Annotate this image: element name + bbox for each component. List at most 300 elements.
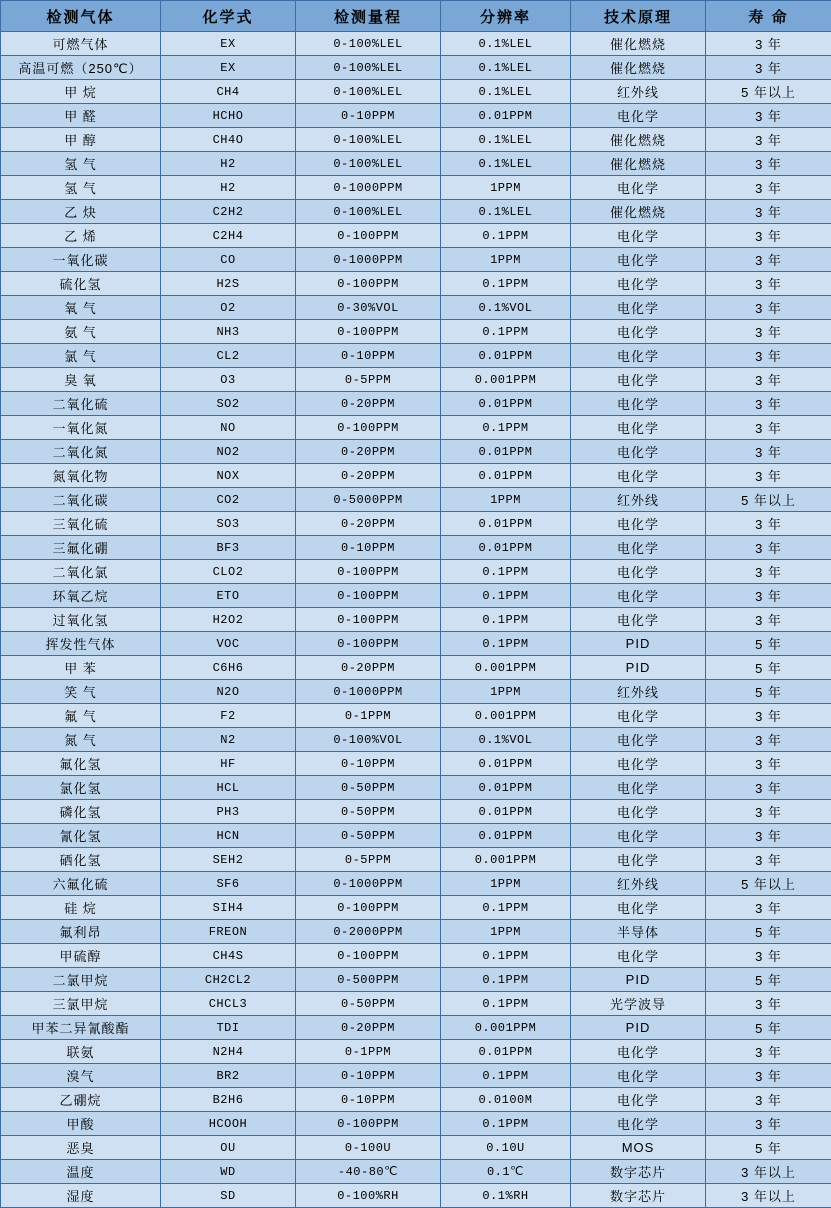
cell-formula: SO2 (161, 392, 296, 416)
cell-technology: 电化学 (571, 416, 706, 440)
cell-lifetime: 3 年 (706, 536, 831, 560)
cell-formula: HCHO (161, 104, 296, 128)
cell-resolution: 0.01PPM (441, 344, 571, 368)
cell-lifetime: 3 年 (706, 440, 831, 464)
cell-formula: N2O (161, 680, 296, 704)
cell-range: 0-20PPM (296, 656, 441, 680)
table-row (1, 968, 831, 992)
cell-range: 0-1000PPM (296, 176, 441, 200)
cell-technology: PID (571, 1016, 706, 1040)
cell-resolution: 1PPM (441, 680, 571, 704)
cell-range: 0-10PPM (296, 536, 441, 560)
cell-range: 0-20PPM (296, 464, 441, 488)
cell-lifetime: 3 年 (706, 560, 831, 584)
cell-formula: CHCL3 (161, 992, 296, 1016)
cell-technology: 电化学 (571, 224, 706, 248)
cell-formula: N2 (161, 728, 296, 752)
table-row (1, 1184, 831, 1208)
cell-technology: 催化燃烧 (571, 152, 706, 176)
cell-resolution: 0.001PPM (441, 848, 571, 872)
column-header-formula: 化学式 (161, 1, 296, 32)
cell-technology: 电化学 (571, 752, 706, 776)
cell-gas-name: 过氧化氢 (1, 608, 161, 632)
cell-technology: 电化学 (571, 248, 706, 272)
cell-resolution: 0.1PPM (441, 608, 571, 632)
cell-range: 0-50PPM (296, 824, 441, 848)
cell-range: 0-100PPM (296, 1112, 441, 1136)
cell-range: -40-80℃ (296, 1160, 441, 1184)
table-row (1, 560, 831, 584)
cell-lifetime: 3 年以上 (706, 1184, 831, 1208)
cell-resolution: 0.1%LEL (441, 200, 571, 224)
cell-resolution: 1PPM (441, 872, 571, 896)
cell-technology: 红外线 (571, 872, 706, 896)
cell-technology: 数字芯片 (571, 1184, 706, 1208)
cell-gas-name: 硫化氢 (1, 272, 161, 296)
cell-formula: BF3 (161, 536, 296, 560)
cell-gas-name: 氯化氢 (1, 776, 161, 800)
cell-resolution: 0.1PPM (441, 944, 571, 968)
cell-range: 0-100PPM (296, 944, 441, 968)
cell-lifetime: 3 年 (706, 248, 831, 272)
cell-gas-name: 三氟化硼 (1, 536, 161, 560)
cell-lifetime: 3 年以上 (706, 1160, 831, 1184)
cell-technology: 电化学 (571, 512, 706, 536)
cell-range: 0-100PPM (296, 416, 441, 440)
cell-range: 0-10PPM (296, 104, 441, 128)
cell-resolution: 0.001PPM (441, 704, 571, 728)
cell-formula: NH3 (161, 320, 296, 344)
cell-range: 0-100%LEL (296, 200, 441, 224)
cell-lifetime: 3 年 (706, 728, 831, 752)
table-row (1, 416, 831, 440)
table-row (1, 752, 831, 776)
cell-lifetime: 3 年 (706, 752, 831, 776)
cell-gas-name: 环氧乙烷 (1, 584, 161, 608)
cell-range: 0-20PPM (296, 1016, 441, 1040)
cell-gas-name: 恶臭 (1, 1136, 161, 1160)
cell-formula: C2H4 (161, 224, 296, 248)
cell-technology: 电化学 (571, 728, 706, 752)
cell-technology: 电化学 (571, 944, 706, 968)
column-header-lifetime: 寿 命 (706, 1, 831, 32)
cell-gas-name: 氰化氢 (1, 824, 161, 848)
cell-range: 0-50PPM (296, 992, 441, 1016)
cell-range: 0-100PPM (296, 896, 441, 920)
cell-gas-name: 甲苯二异氰酸酯 (1, 1016, 161, 1040)
cell-lifetime: 3 年 (706, 584, 831, 608)
cell-technology: 电化学 (571, 776, 706, 800)
cell-formula: SO3 (161, 512, 296, 536)
cell-gas-name: 三氧化硫 (1, 512, 161, 536)
cell-technology: 电化学 (571, 368, 706, 392)
cell-lifetime: 3 年 (706, 776, 831, 800)
cell-formula: C2H2 (161, 200, 296, 224)
table-row (1, 440, 831, 464)
cell-gas-name: 磷化氢 (1, 800, 161, 824)
cell-resolution: 0.1%LEL (441, 32, 571, 56)
cell-formula: H2 (161, 152, 296, 176)
cell-resolution: 0.01PPM (441, 440, 571, 464)
cell-lifetime: 3 年 (706, 296, 831, 320)
cell-gas-name: 二氧化氯 (1, 560, 161, 584)
cell-technology: 红外线 (571, 488, 706, 512)
table-row (1, 896, 831, 920)
cell-resolution: 0.1PPM (441, 992, 571, 1016)
cell-lifetime: 3 年 (706, 704, 831, 728)
cell-range: 0-100%LEL (296, 80, 441, 104)
table-row (1, 512, 831, 536)
cell-gas-name: 联氨 (1, 1040, 161, 1064)
table-row (1, 1016, 831, 1040)
cell-gas-name: 溴气 (1, 1064, 161, 1088)
column-header-resolution: 分辨率 (441, 1, 571, 32)
cell-lifetime: 3 年 (706, 1040, 831, 1064)
cell-technology: 红外线 (571, 680, 706, 704)
table-row (1, 392, 831, 416)
cell-gas-name: 甲 醇 (1, 128, 161, 152)
cell-lifetime: 3 年 (706, 152, 831, 176)
cell-technology: 电化学 (571, 392, 706, 416)
cell-range: 0-5PPM (296, 848, 441, 872)
cell-range: 0-10PPM (296, 1064, 441, 1088)
cell-resolution: 0.1%RH (441, 1184, 571, 1208)
cell-range: 0-100PPM (296, 632, 441, 656)
cell-formula: H2S (161, 272, 296, 296)
cell-technology: 电化学 (571, 848, 706, 872)
cell-formula: VOC (161, 632, 296, 656)
table-row (1, 272, 831, 296)
cell-resolution: 0.1PPM (441, 320, 571, 344)
cell-formula: NOX (161, 464, 296, 488)
cell-lifetime: 3 年 (706, 512, 831, 536)
cell-technology: 催化燃烧 (571, 56, 706, 80)
cell-technology: PID (571, 632, 706, 656)
column-header-gas: 检测气体 (1, 1, 161, 32)
cell-lifetime: 3 年 (706, 200, 831, 224)
cell-range: 0-1000PPM (296, 248, 441, 272)
column-header-range: 检测量程 (296, 1, 441, 32)
table-row (1, 584, 831, 608)
cell-gas-name: 氧 气 (1, 296, 161, 320)
cell-formula: EX (161, 32, 296, 56)
table-row (1, 992, 831, 1016)
cell-lifetime: 5 年 (706, 632, 831, 656)
cell-resolution: 0.1PPM (441, 1064, 571, 1088)
cell-technology: 电化学 (571, 1040, 706, 1064)
cell-resolution: 0.001PPM (441, 656, 571, 680)
cell-formula: H2O2 (161, 608, 296, 632)
table-row (1, 320, 831, 344)
cell-resolution: 0.1%VOL (441, 728, 571, 752)
table-row (1, 824, 831, 848)
cell-range: 0-20PPM (296, 512, 441, 536)
cell-range: 0-100%LEL (296, 128, 441, 152)
table-row (1, 920, 831, 944)
cell-lifetime: 5 年 (706, 1136, 831, 1160)
cell-lifetime: 3 年 (706, 416, 831, 440)
cell-gas-name: 乙 炔 (1, 200, 161, 224)
table-row (1, 224, 831, 248)
table-row (1, 536, 831, 560)
cell-formula: SD (161, 1184, 296, 1208)
table-row (1, 152, 831, 176)
cell-formula: ETO (161, 584, 296, 608)
cell-resolution: 0.01PPM (441, 536, 571, 560)
cell-formula: N2H4 (161, 1040, 296, 1064)
cell-lifetime: 3 年 (706, 1088, 831, 1112)
cell-lifetime: 3 年 (706, 1064, 831, 1088)
cell-lifetime: 3 年 (706, 32, 831, 56)
cell-gas-name: 二氧化碳 (1, 488, 161, 512)
cell-technology: 电化学 (571, 1112, 706, 1136)
cell-resolution: 1PPM (441, 248, 571, 272)
cell-resolution: 0.01PPM (441, 776, 571, 800)
cell-gas-name: 乙硼烷 (1, 1088, 161, 1112)
table-row (1, 608, 831, 632)
cell-resolution: 1PPM (441, 920, 571, 944)
cell-technology: 电化学 (571, 176, 706, 200)
cell-gas-name: 可燃气体 (1, 32, 161, 56)
cell-technology: 电化学 (571, 608, 706, 632)
cell-technology: 电化学 (571, 104, 706, 128)
cell-resolution: 1PPM (441, 488, 571, 512)
cell-formula: CLO2 (161, 560, 296, 584)
cell-technology: 电化学 (571, 464, 706, 488)
table-row (1, 848, 831, 872)
cell-technology: 电化学 (571, 800, 706, 824)
cell-technology: 电化学 (571, 320, 706, 344)
table-header-row (1, 1, 831, 32)
table-row (1, 728, 831, 752)
cell-lifetime: 5 年 (706, 1016, 831, 1040)
cell-range: 0-1000PPM (296, 872, 441, 896)
cell-lifetime: 3 年 (706, 104, 831, 128)
cell-range: 0-100%LEL (296, 56, 441, 80)
cell-range: 0-1000PPM (296, 680, 441, 704)
cell-technology: MOS (571, 1136, 706, 1160)
cell-range: 0-1PPM (296, 1040, 441, 1064)
cell-range: 0-30%VOL (296, 296, 441, 320)
cell-gas-name: 氢 气 (1, 152, 161, 176)
cell-lifetime: 5 年 (706, 656, 831, 680)
cell-range: 0-50PPM (296, 776, 441, 800)
cell-resolution: 0.1PPM (441, 224, 571, 248)
cell-formula: O3 (161, 368, 296, 392)
cell-formula: CH4S (161, 944, 296, 968)
cell-technology: 电化学 (571, 536, 706, 560)
cell-lifetime: 5 年以上 (706, 488, 831, 512)
cell-range: 0-10PPM (296, 752, 441, 776)
table-row (1, 1040, 831, 1064)
table-row (1, 464, 831, 488)
cell-technology: 催化燃烧 (571, 128, 706, 152)
cell-resolution: 0.1℃ (441, 1160, 571, 1184)
cell-technology: 电化学 (571, 344, 706, 368)
cell-resolution: 0.01PPM (441, 104, 571, 128)
cell-gas-name: 硒化氢 (1, 848, 161, 872)
cell-technology: 红外线 (571, 80, 706, 104)
table-row (1, 1136, 831, 1160)
cell-resolution: 0.1PPM (441, 584, 571, 608)
cell-resolution: 0.1PPM (441, 1112, 571, 1136)
table-row (1, 128, 831, 152)
cell-range: 0-20PPM (296, 440, 441, 464)
cell-formula: CH2CL2 (161, 968, 296, 992)
cell-range: 0-100PPM (296, 320, 441, 344)
cell-formula: OU (161, 1136, 296, 1160)
table-row (1, 680, 831, 704)
table-row (1, 80, 831, 104)
cell-gas-name: 氟利昂 (1, 920, 161, 944)
cell-technology: 电化学 (571, 1064, 706, 1088)
cell-lifetime: 3 年 (706, 224, 831, 248)
cell-lifetime: 5 年以上 (706, 872, 831, 896)
table-row (1, 800, 831, 824)
cell-technology: 电化学 (571, 896, 706, 920)
table-row (1, 488, 831, 512)
table-row (1, 56, 831, 80)
cell-range: 0-100PPM (296, 560, 441, 584)
cell-formula: WD (161, 1160, 296, 1184)
cell-range: 0-100PPM (296, 224, 441, 248)
cell-formula: HCOOH (161, 1112, 296, 1136)
table-row (1, 704, 831, 728)
cell-formula: EX (161, 56, 296, 80)
cell-lifetime: 3 年 (706, 1112, 831, 1136)
cell-technology: 电化学 (571, 1088, 706, 1112)
cell-resolution: 0.1PPM (441, 560, 571, 584)
cell-gas-name: 氟化氢 (1, 752, 161, 776)
cell-formula: HCL (161, 776, 296, 800)
cell-resolution: 0.1%VOL (441, 296, 571, 320)
cell-formula: HF (161, 752, 296, 776)
table-row (1, 248, 831, 272)
cell-formula: C6H6 (161, 656, 296, 680)
cell-gas-name: 氢 气 (1, 176, 161, 200)
cell-technology: PID (571, 968, 706, 992)
cell-resolution: 0.1%LEL (441, 152, 571, 176)
cell-range: 0-100PPM (296, 584, 441, 608)
cell-resolution: 0.1PPM (441, 632, 571, 656)
table-row (1, 1112, 831, 1136)
cell-resolution: 0.01PPM (441, 800, 571, 824)
table-row (1, 944, 831, 968)
cell-technology: 电化学 (571, 560, 706, 584)
cell-formula: SF6 (161, 872, 296, 896)
cell-lifetime: 3 年 (706, 608, 831, 632)
cell-formula: FREON (161, 920, 296, 944)
table-row (1, 632, 831, 656)
cell-formula: PH3 (161, 800, 296, 824)
cell-lifetime: 3 年 (706, 176, 831, 200)
cell-formula: BR2 (161, 1064, 296, 1088)
table-header (1, 1, 831, 32)
cell-range: 0-1PPM (296, 704, 441, 728)
cell-lifetime: 3 年 (706, 392, 831, 416)
cell-resolution: 0.01PPM (441, 512, 571, 536)
cell-lifetime: 3 年 (706, 368, 831, 392)
cell-lifetime: 3 年 (706, 128, 831, 152)
cell-range: 0-100U (296, 1136, 441, 1160)
cell-gas-name: 湿度 (1, 1184, 161, 1208)
cell-gas-name: 氮氧化物 (1, 464, 161, 488)
cell-resolution: 0.1%LEL (441, 80, 571, 104)
table-row (1, 1160, 831, 1184)
cell-range: 0-5000PPM (296, 488, 441, 512)
cell-formula: CO2 (161, 488, 296, 512)
cell-gas-name: 甲 苯 (1, 656, 161, 680)
cell-lifetime: 3 年 (706, 944, 831, 968)
cell-formula: NO (161, 416, 296, 440)
cell-gas-name: 一氧化氮 (1, 416, 161, 440)
cell-lifetime: 3 年 (706, 992, 831, 1016)
cell-range: 0-100%LEL (296, 32, 441, 56)
cell-resolution: 0.1PPM (441, 968, 571, 992)
cell-lifetime: 3 年 (706, 800, 831, 824)
cell-formula: HCN (161, 824, 296, 848)
cell-technology: 催化燃烧 (571, 200, 706, 224)
cell-resolution: 0.1PPM (441, 272, 571, 296)
cell-gas-name: 甲 烷 (1, 80, 161, 104)
cell-range: 0-100PPM (296, 608, 441, 632)
cell-formula: NO2 (161, 440, 296, 464)
cell-range: 0-100%LEL (296, 152, 441, 176)
cell-technology: 电化学 (571, 704, 706, 728)
cell-technology: 电化学 (571, 824, 706, 848)
cell-lifetime: 3 年 (706, 848, 831, 872)
cell-technology: 催化燃烧 (571, 32, 706, 56)
cell-resolution: 0.01PPM (441, 1040, 571, 1064)
cell-lifetime: 3 年 (706, 896, 831, 920)
cell-technology: 电化学 (571, 272, 706, 296)
cell-lifetime: 3 年 (706, 344, 831, 368)
cell-resolution: 0.1%LEL (441, 56, 571, 80)
cell-range: 0-2000PPM (296, 920, 441, 944)
cell-resolution: 0.1PPM (441, 416, 571, 440)
cell-range: 0-100PPM (296, 272, 441, 296)
cell-formula: CO (161, 248, 296, 272)
cell-formula: H2 (161, 176, 296, 200)
cell-lifetime: 3 年 (706, 464, 831, 488)
cell-gas-name: 氨 气 (1, 320, 161, 344)
cell-gas-name: 二氧化氮 (1, 440, 161, 464)
cell-resolution: 0.1%LEL (441, 128, 571, 152)
cell-resolution: 0.0100M (441, 1088, 571, 1112)
cell-technology: 半导体 (571, 920, 706, 944)
cell-technology: 数字芯片 (571, 1160, 706, 1184)
cell-technology: 电化学 (571, 440, 706, 464)
cell-lifetime: 3 年 (706, 272, 831, 296)
cell-range: 0-500PPM (296, 968, 441, 992)
table-row (1, 104, 831, 128)
cell-formula: F2 (161, 704, 296, 728)
table-row (1, 296, 831, 320)
cell-resolution: 0.01PPM (441, 464, 571, 488)
cell-formula: SIH4 (161, 896, 296, 920)
cell-range: 0-10PPM (296, 344, 441, 368)
cell-gas-name: 氟 气 (1, 704, 161, 728)
cell-gas-name: 高温可燃（250℃） (1, 56, 161, 80)
cell-technology: 电化学 (571, 584, 706, 608)
cell-gas-name: 甲酸 (1, 1112, 161, 1136)
table-row (1, 344, 831, 368)
cell-resolution: 0.01PPM (441, 824, 571, 848)
cell-lifetime: 5 年 (706, 680, 831, 704)
cell-gas-name: 乙 烯 (1, 224, 161, 248)
cell-technology: 电化学 (571, 296, 706, 320)
cell-gas-name: 臭 氧 (1, 368, 161, 392)
